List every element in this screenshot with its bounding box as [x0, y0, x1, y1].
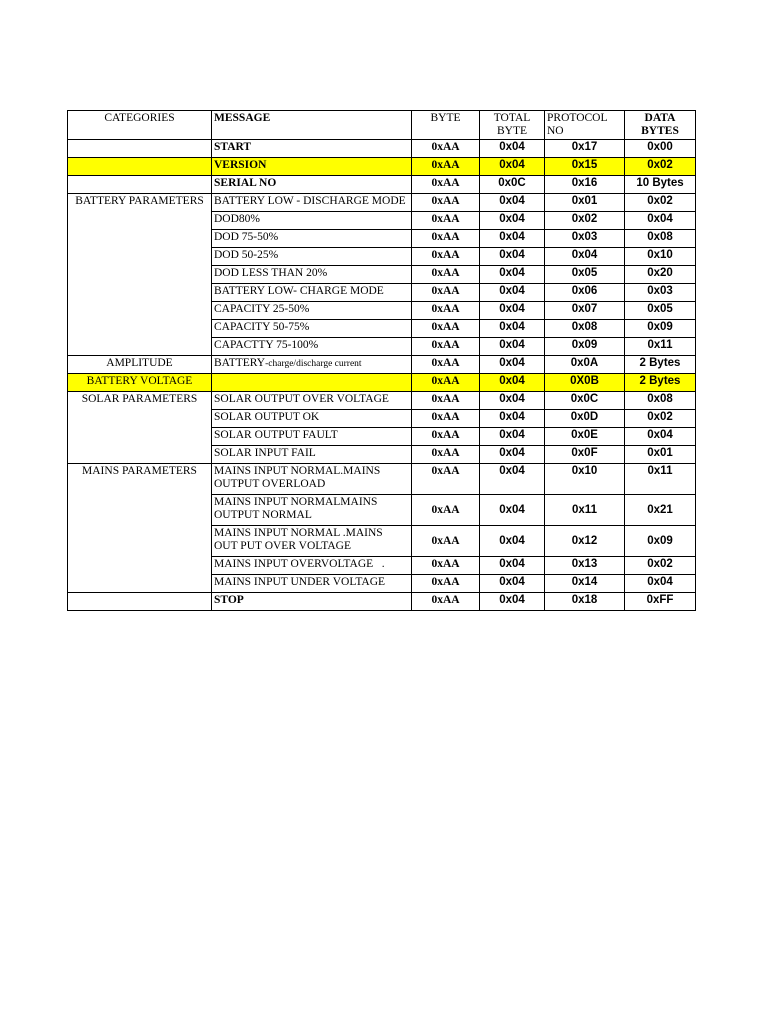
data-bytes-cell: 0x20 — [625, 266, 696, 284]
category-cell — [68, 338, 212, 356]
data-bytes-cell: 0x05 — [625, 302, 696, 320]
data-bytes-cell: 0x04 — [625, 428, 696, 446]
byte-cell: 0xAA — [412, 526, 480, 557]
protocol-no-cell: 0x03 — [545, 230, 625, 248]
header-total-byte: TOTAL BYTE — [480, 111, 545, 140]
table-row — [68, 284, 696, 302]
table-row-highlighted — [68, 374, 696, 392]
total-byte-cell: 0x04 — [480, 248, 545, 266]
data-bytes-cell: 0x02 — [625, 194, 696, 212]
table-row — [68, 392, 696, 410]
data-bytes-cell: 0x04 — [625, 212, 696, 230]
total-byte-cell: 0x04 — [480, 392, 545, 410]
protocol-no-cell: 0x0E — [545, 428, 625, 446]
total-byte-cell: 0x04 — [480, 410, 545, 428]
message-text: BATTERY — [214, 357, 266, 369]
header-data-bytes: DATA BYTES — [625, 111, 696, 140]
total-byte-cell: 0x04 — [480, 302, 545, 320]
protocol-no-cell: 0x0A — [545, 356, 625, 374]
total-byte-cell: 0x04 — [480, 158, 545, 176]
protocol-no-cell: 0x0C — [545, 392, 625, 410]
total-byte-cell: 0x04 — [480, 593, 545, 611]
table-row — [68, 593, 696, 611]
protocol-no-cell: 0x08 — [545, 320, 625, 338]
category-cell — [68, 593, 212, 611]
message-cell: SOLAR OUTPUT FAULT — [212, 428, 412, 446]
protocol-no-cell: 0x04 — [545, 248, 625, 266]
message-cell: CAPACTTY 75-100% — [212, 338, 412, 356]
table-row — [68, 428, 696, 446]
total-byte-cell: 0x04 — [480, 284, 545, 302]
message-cell: DOD80% — [212, 212, 412, 230]
table-header-row — [68, 111, 696, 140]
total-byte-cell: 0x04 — [480, 266, 545, 284]
total-byte-cell: 0x04 — [480, 526, 545, 557]
category-cell — [68, 158, 212, 176]
table-row — [68, 575, 696, 593]
protocol-no-cell: 0x06 — [545, 284, 625, 302]
byte-cell: 0xAA — [412, 284, 480, 302]
table-row — [68, 464, 696, 495]
data-bytes-cell: 0x10 — [625, 248, 696, 266]
byte-cell: 0xAA — [412, 356, 480, 374]
protocol-no-cell: 0x13 — [545, 557, 625, 575]
table-row — [68, 248, 696, 266]
protocol-no-cell: 0x07 — [545, 302, 625, 320]
table-row — [68, 140, 696, 158]
data-bytes-cell: 0x09 — [625, 526, 696, 557]
category-cell: MAINS PARAMETERS — [68, 464, 212, 495]
protocol-table — [67, 110, 696, 611]
category-cell — [68, 212, 212, 230]
byte-cell: 0xAA — [412, 495, 480, 526]
category-cell — [68, 320, 212, 338]
byte-cell: 0xAA — [412, 140, 480, 158]
total-byte-cell: 0x04 — [480, 575, 545, 593]
data-bytes-cell: 0x09 — [625, 320, 696, 338]
byte-cell: 0xAA — [412, 464, 480, 495]
data-bytes-cell: 0x00 — [625, 140, 696, 158]
protocol-no-cell: 0x14 — [545, 575, 625, 593]
category-cell — [68, 230, 212, 248]
category-cell — [68, 575, 212, 593]
protocol-no-cell: 0x18 — [545, 593, 625, 611]
protocol-no-cell: 0x17 — [545, 140, 625, 158]
byte-cell: 0xAA — [412, 248, 480, 266]
total-byte-cell: 0x04 — [480, 428, 545, 446]
message-cell: START — [212, 140, 412, 158]
protocol-no-cell: 0X0B — [545, 374, 625, 392]
total-byte-cell: 0x04 — [480, 194, 545, 212]
data-bytes-cell: 10 Bytes — [625, 176, 696, 194]
message-cell — [212, 374, 412, 392]
data-bytes-cell: 0x03 — [625, 284, 696, 302]
data-bytes-cell: 0x01 — [625, 446, 696, 464]
header-byte: BYTE — [412, 111, 480, 140]
total-byte-cell: 0x04 — [480, 446, 545, 464]
data-bytes-cell: 0x11 — [625, 464, 696, 495]
message-cell: SOLAR OUTPUT OK — [212, 410, 412, 428]
total-byte-cell: 0x0C — [480, 176, 545, 194]
header-message: MESSAGE — [212, 111, 412, 140]
table-row — [68, 557, 696, 575]
table-row-highlighted — [68, 158, 696, 176]
table-row — [68, 495, 696, 526]
byte-cell: 0xAA — [412, 410, 480, 428]
table-row — [68, 410, 696, 428]
total-byte-cell: 0x04 — [480, 320, 545, 338]
category-cell — [68, 410, 212, 428]
byte-cell: 0xAA — [412, 392, 480, 410]
message-cell: SERIAL NO — [212, 176, 412, 194]
protocol-no-cell: 0x02 — [545, 212, 625, 230]
message-cell: VERSION — [212, 158, 412, 176]
protocol-no-cell: 0x16 — [545, 176, 625, 194]
message-cell: SOLAR INPUT FAIL — [212, 446, 412, 464]
total-byte-cell: 0x04 — [480, 557, 545, 575]
message-cell: DOD LESS THAN 20% — [212, 266, 412, 284]
total-byte-cell: 0x04 — [480, 356, 545, 374]
table-row — [68, 194, 696, 212]
protocol-no-cell: 0x0F — [545, 446, 625, 464]
category-cell — [68, 557, 212, 575]
message-cell: DOD 50-25% — [212, 248, 412, 266]
category-cell — [68, 526, 212, 557]
message-cell: MAINS INPUT NORMAL .MAINS OUT PUT OVER VOLTAGE — [212, 526, 412, 557]
message-cell: CAPACITY 50-75% — [212, 320, 412, 338]
table-row — [68, 356, 696, 374]
category-cell — [68, 248, 212, 266]
protocol-no-cell: 0x0D — [545, 410, 625, 428]
byte-cell: 0xAA — [412, 428, 480, 446]
message-cell — [212, 356, 412, 374]
message-cell: CAPACITY 25-50% — [212, 302, 412, 320]
total-byte-cell: 0x04 — [480, 140, 545, 158]
message-cell: MAINS INPUT NORMAL.MAINS OUTPUT OVERLOAD — [212, 464, 412, 495]
total-byte-cell: 0x04 — [480, 495, 545, 526]
byte-cell: 0xAA — [412, 230, 480, 248]
header-protocol-no: PROTOCOL NO — [545, 111, 625, 140]
table-row — [68, 176, 696, 194]
table-row — [68, 212, 696, 230]
category-cell — [68, 140, 212, 158]
message-cell: STOP — [212, 593, 412, 611]
message-cell: MAINS INPUT NORMALMAINS OUTPUT NORMAL — [212, 495, 412, 526]
total-byte-cell: 0x04 — [480, 464, 545, 495]
protocol-no-cell: 0x09 — [545, 338, 625, 356]
data-bytes-cell: 0x02 — [625, 410, 696, 428]
category-cell — [68, 446, 212, 464]
table-row — [68, 338, 696, 356]
byte-cell: 0xAA — [412, 575, 480, 593]
message-cell: SOLAR OUTPUT OVER VOLTAGE — [212, 392, 412, 410]
category-cell — [68, 428, 212, 446]
category-cell — [68, 302, 212, 320]
byte-cell: 0xAA — [412, 446, 480, 464]
table-row — [68, 320, 696, 338]
category-cell — [68, 284, 212, 302]
header-categories: CATEGORIES — [68, 111, 212, 140]
byte-cell: 0xAA — [412, 338, 480, 356]
protocol-no-cell: 0x10 — [545, 464, 625, 495]
byte-cell: 0xAA — [412, 158, 480, 176]
data-bytes-cell: 2 Bytes — [625, 356, 696, 374]
byte-cell: 0xAA — [412, 302, 480, 320]
protocol-no-cell: 0x11 — [545, 495, 625, 526]
data-bytes-cell: 0x04 — [625, 575, 696, 593]
data-bytes-cell: 0x02 — [625, 158, 696, 176]
message-cell: DOD 75-50% — [212, 230, 412, 248]
byte-cell: 0xAA — [412, 593, 480, 611]
category-cell: AMPLITUDE — [68, 356, 212, 374]
table-row — [68, 526, 696, 557]
category-cell — [68, 266, 212, 284]
data-bytes-cell: 0x11 — [625, 338, 696, 356]
table-row — [68, 446, 696, 464]
message-cell: BATTERY LOW - DISCHARGE MODE — [212, 194, 412, 212]
message-cell: MAINS INPUT UNDER VOLTAGE — [212, 575, 412, 593]
data-bytes-cell: 0x08 — [625, 392, 696, 410]
total-byte-cell: 0x04 — [480, 338, 545, 356]
protocol-no-cell: 0x15 — [545, 158, 625, 176]
message-cell: MAINS INPUT OVERVOLTAGE . — [212, 557, 412, 575]
category-cell: BATTERY PARAMETERS — [68, 194, 212, 212]
byte-cell: 0xAA — [412, 176, 480, 194]
byte-cell: 0xAA — [412, 194, 480, 212]
table-row — [68, 230, 696, 248]
data-bytes-cell: 2 Bytes — [625, 374, 696, 392]
data-bytes-cell: 0x08 — [625, 230, 696, 248]
data-bytes-cell: 0x02 — [625, 557, 696, 575]
byte-cell: 0xAA — [412, 212, 480, 230]
byte-cell: 0xAA — [412, 266, 480, 284]
category-cell — [68, 495, 212, 526]
byte-cell: 0xAA — [412, 557, 480, 575]
category-cell: BATTERY VOLTAGE — [68, 374, 212, 392]
protocol-no-cell: 0x01 — [545, 194, 625, 212]
data-bytes-cell: 0x21 — [625, 495, 696, 526]
byte-cell: 0xAA — [412, 374, 480, 392]
table-row — [68, 302, 696, 320]
total-byte-cell: 0x04 — [480, 374, 545, 392]
message-cell: BATTERY LOW- CHARGE MODE — [212, 284, 412, 302]
message-subtext: -charge/discharge current — [265, 359, 362, 369]
protocol-no-cell: 0x12 — [545, 526, 625, 557]
category-cell: SOLAR PARAMETERS — [68, 392, 212, 410]
table-row — [68, 266, 696, 284]
data-bytes-cell: 0xFF — [625, 593, 696, 611]
total-byte-cell: 0x04 — [480, 230, 545, 248]
category-cell — [68, 176, 212, 194]
protocol-no-cell: 0x05 — [545, 266, 625, 284]
byte-cell: 0xAA — [412, 320, 480, 338]
total-byte-cell: 0x04 — [480, 212, 545, 230]
